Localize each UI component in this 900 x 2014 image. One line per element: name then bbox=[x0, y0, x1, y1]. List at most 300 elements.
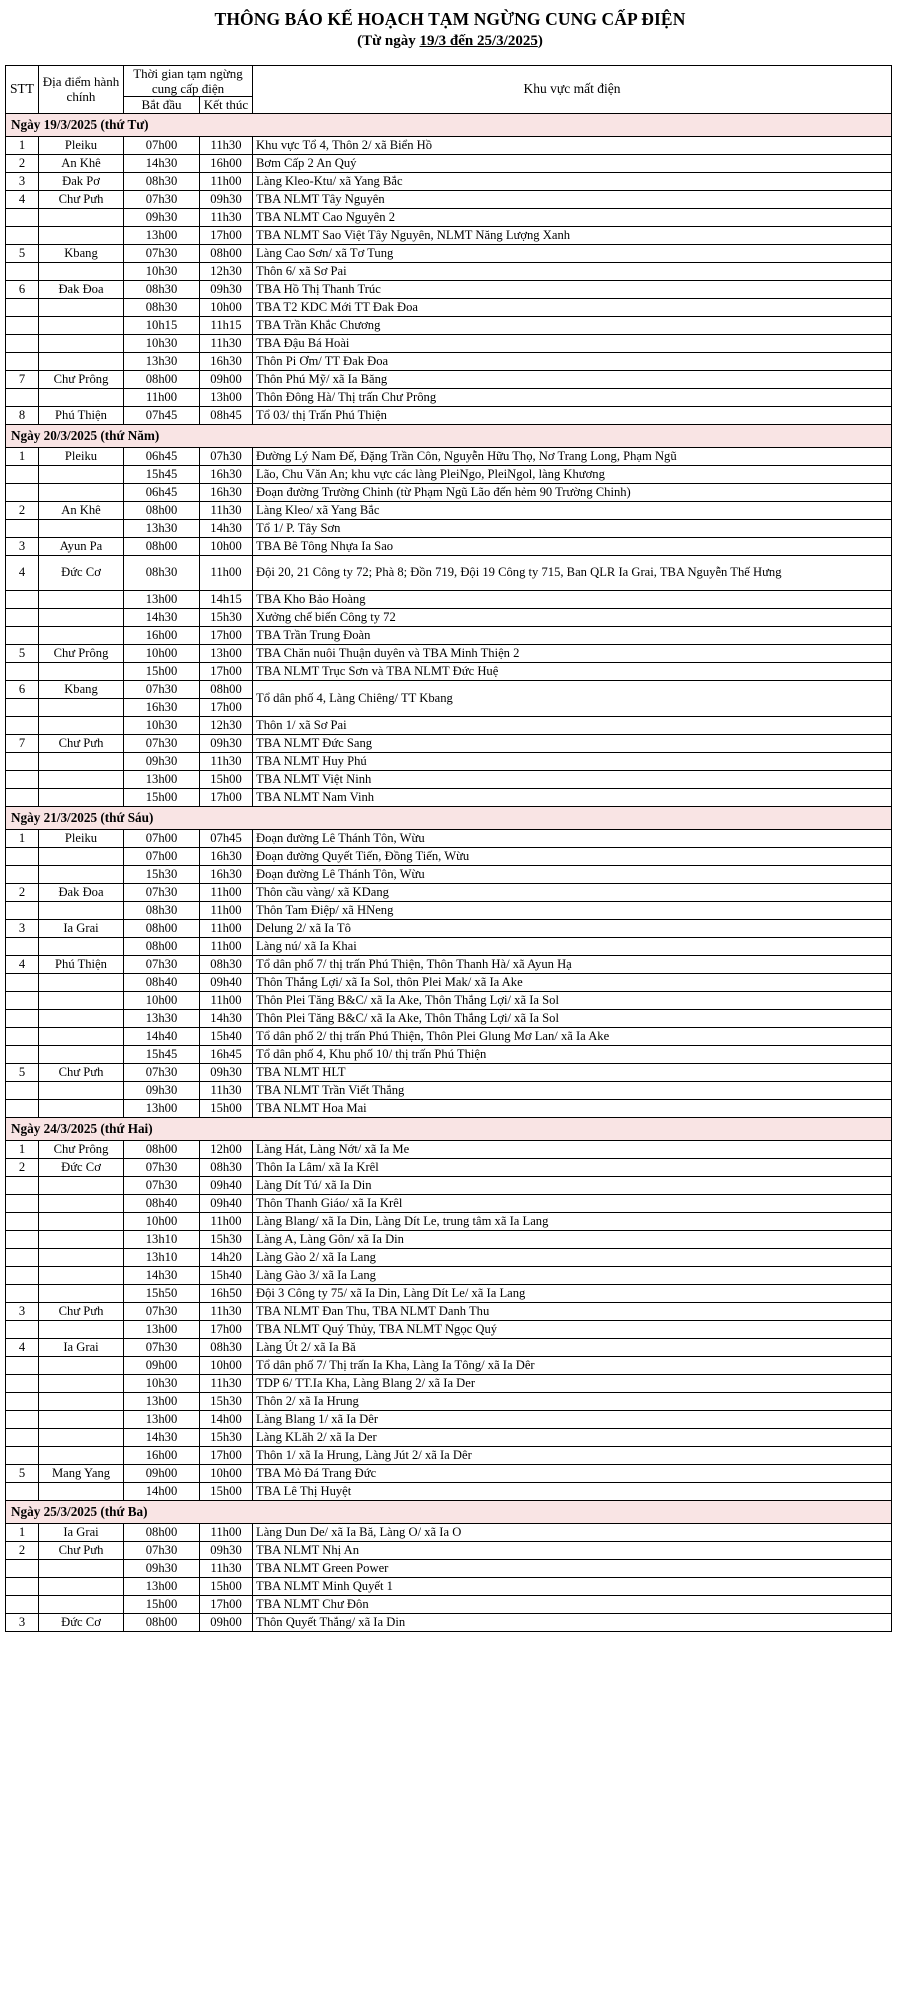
cell-start: 08h30 bbox=[124, 172, 200, 190]
table-row bbox=[6, 298, 892, 316]
cell-loc: Đức Cơ bbox=[39, 1158, 124, 1176]
cell-end: 09h30 bbox=[200, 190, 253, 208]
cell-area: TBA Bê Tông Nhựa Ia Sao bbox=[253, 537, 892, 555]
cell-start: 09h30 bbox=[124, 752, 200, 770]
table-row bbox=[6, 334, 892, 352]
cell-area: Làng nú/ xã Ia Khai bbox=[253, 937, 892, 955]
cell-stt: 1 bbox=[6, 447, 39, 465]
cell-area: Làng Hát, Làng Nớt/ xã Ia Me bbox=[253, 1140, 892, 1158]
cell-loc: Phú Thiện bbox=[39, 955, 124, 973]
cell-loc: Kbang bbox=[39, 244, 124, 262]
cell-stt bbox=[6, 1392, 39, 1410]
cell-stt bbox=[6, 352, 39, 370]
cell-stt bbox=[6, 865, 39, 883]
cell-stt bbox=[6, 1266, 39, 1284]
cell-area: Làng A, Làng Gôn/ xã Ia Din bbox=[253, 1230, 892, 1248]
section-date-label: Ngày 24/3/2025 (thứ Hai) bbox=[6, 1117, 892, 1140]
cell-loc bbox=[39, 1194, 124, 1212]
table-row bbox=[6, 770, 892, 788]
col-header-stt: STT bbox=[6, 65, 39, 113]
cell-end: 07h30 bbox=[200, 447, 253, 465]
table-row bbox=[6, 1266, 892, 1284]
cell-area: Thôn 6/ xã Sơ Pai bbox=[253, 262, 892, 280]
subtitle-prefix: (Từ ngày bbox=[357, 32, 420, 49]
cell-area: Đoạn đường Lê Thánh Tôn, Wừu bbox=[253, 829, 892, 847]
cell-stt bbox=[6, 1374, 39, 1392]
table-row bbox=[6, 1248, 892, 1266]
cell-loc bbox=[39, 519, 124, 537]
cell-loc: Chư Pưh bbox=[39, 734, 124, 752]
table-row bbox=[6, 1230, 892, 1248]
cell-start: 07h00 bbox=[124, 829, 200, 847]
cell-loc: Phú Thiện bbox=[39, 406, 124, 424]
cell-area: Lão, Chu Văn An; khu vực các làng PleiNgo, PleiNgol, làng Khương bbox=[253, 465, 892, 483]
cell-start: 10h00 bbox=[124, 644, 200, 662]
table-row bbox=[6, 447, 892, 465]
cell-end: 11h00 bbox=[200, 883, 253, 901]
subtitle-date-range: 19/3 đến 25/3/2025 bbox=[419, 32, 538, 49]
cell-end: 11h30 bbox=[200, 1081, 253, 1099]
cell-loc bbox=[39, 1595, 124, 1613]
cell-start: 08h00 bbox=[124, 919, 200, 937]
cell-stt bbox=[6, 1595, 39, 1613]
cell-start: 13h00 bbox=[124, 226, 200, 244]
cell-end: 12h30 bbox=[200, 716, 253, 734]
table-row bbox=[6, 1338, 892, 1356]
header-row-1 bbox=[6, 65, 892, 97]
cell-end: 15h30 bbox=[200, 1428, 253, 1446]
cell-end: 11h30 bbox=[200, 1559, 253, 1577]
cell-loc bbox=[39, 865, 124, 883]
table-row bbox=[6, 590, 892, 608]
table-row bbox=[6, 608, 892, 626]
cell-loc bbox=[39, 1027, 124, 1045]
cell-stt: 4 bbox=[6, 555, 39, 590]
cell-loc bbox=[39, 1009, 124, 1027]
cell-area: Tổ 1/ P. Tây Sơn bbox=[253, 519, 892, 537]
cell-end: 13h00 bbox=[200, 388, 253, 406]
table-row bbox=[6, 644, 892, 662]
cell-area: TBA Lê Thị Huyệt bbox=[253, 1482, 892, 1500]
cell-stt bbox=[6, 1428, 39, 1446]
cell-stt bbox=[6, 662, 39, 680]
table-row bbox=[6, 937, 892, 955]
cell-end: 14h00 bbox=[200, 1410, 253, 1428]
cell-start: 07h30 bbox=[124, 1338, 200, 1356]
cell-loc bbox=[39, 1428, 124, 1446]
cell-area: TBA NLMT Nhị An bbox=[253, 1541, 892, 1559]
cell-stt: 2 bbox=[6, 1158, 39, 1176]
cell-loc bbox=[39, 698, 124, 716]
cell-loc: Đak Đoa bbox=[39, 883, 124, 901]
cell-end: 11h15 bbox=[200, 316, 253, 334]
cell-start: 07h45 bbox=[124, 406, 200, 424]
table-row bbox=[6, 1176, 892, 1194]
cell-loc: Pleiku bbox=[39, 136, 124, 154]
cell-start: 16h30 bbox=[124, 698, 200, 716]
cell-start: 07h00 bbox=[124, 847, 200, 865]
cell-start: 09h30 bbox=[124, 1081, 200, 1099]
cell-area: TBA Mỏ Đá Trang Đức bbox=[253, 1464, 892, 1482]
cell-loc: Ia Grai bbox=[39, 1338, 124, 1356]
cell-area: TBA NLMT Trục Sơn và TBA NLMT Đức Huệ bbox=[253, 662, 892, 680]
cell-stt bbox=[6, 1356, 39, 1374]
cell-start: 15h45 bbox=[124, 465, 200, 483]
cell-stt bbox=[6, 316, 39, 334]
cell-stt: 7 bbox=[6, 370, 39, 388]
cell-end: 10h00 bbox=[200, 1464, 253, 1482]
cell-stt bbox=[6, 770, 39, 788]
cell-stt: 5 bbox=[6, 1063, 39, 1081]
outage-schedule-table bbox=[5, 65, 892, 1632]
cell-end: 16h30 bbox=[200, 847, 253, 865]
cell-area: Thôn Tam Điệp/ xã HNeng bbox=[253, 901, 892, 919]
cell-start: 15h30 bbox=[124, 865, 200, 883]
cell-area: Tổ dân phố 4, Khu phố 10/ thị trấn Phú Thiện bbox=[253, 1045, 892, 1063]
table-row bbox=[6, 752, 892, 770]
cell-area: Thôn 1/ xã Ia Hrung, Làng Jút 2/ xã Ia Dêr bbox=[253, 1446, 892, 1464]
cell-stt bbox=[6, 626, 39, 644]
cell-area: Thôn cầu vàng/ xã KDang bbox=[253, 883, 892, 901]
table-row bbox=[6, 1595, 892, 1613]
cell-stt: 5 bbox=[6, 1464, 39, 1482]
cell-start: 10h30 bbox=[124, 716, 200, 734]
cell-end: 15h00 bbox=[200, 1099, 253, 1117]
table-row bbox=[6, 537, 892, 555]
cell-stt bbox=[6, 847, 39, 865]
col-header-location: Địa điểm hành chính bbox=[39, 65, 124, 113]
cell-loc bbox=[39, 316, 124, 334]
table-row bbox=[6, 1063, 892, 1081]
cell-area: Đoạn đường Quyết Tiến, Đồng Tiến, Wừu bbox=[253, 847, 892, 865]
section-header-row bbox=[6, 424, 892, 447]
cell-end: 16h50 bbox=[200, 1284, 253, 1302]
cell-end: 10h00 bbox=[200, 298, 253, 316]
table-row bbox=[6, 1464, 892, 1482]
cell-start: 08h30 bbox=[124, 298, 200, 316]
page-title: THÔNG BÁO KẾ HOẠCH TẠM NGỪNG CUNG CẤP ĐIỆN bbox=[214, 9, 686, 29]
cell-stt: 8 bbox=[6, 406, 39, 424]
cell-start: 07h30 bbox=[124, 680, 200, 698]
cell-start: 14h30 bbox=[124, 154, 200, 172]
cell-loc: An Khê bbox=[39, 154, 124, 172]
cell-end: 08h45 bbox=[200, 406, 253, 424]
cell-start: 13h30 bbox=[124, 352, 200, 370]
cell-start: 13h30 bbox=[124, 519, 200, 537]
cell-end: 11h30 bbox=[200, 752, 253, 770]
cell-start: 13h00 bbox=[124, 590, 200, 608]
cell-loc bbox=[39, 1320, 124, 1338]
table-row bbox=[6, 1356, 892, 1374]
table-row bbox=[6, 136, 892, 154]
cell-area: TBA NLMT Green Power bbox=[253, 1559, 892, 1577]
table-row bbox=[6, 406, 892, 424]
cell-end: 12h30 bbox=[200, 262, 253, 280]
cell-loc bbox=[39, 1577, 124, 1595]
cell-end: 08h00 bbox=[200, 680, 253, 698]
cell-end: 11h00 bbox=[200, 991, 253, 1009]
cell-stt: 7 bbox=[6, 734, 39, 752]
cell-start: 08h00 bbox=[124, 937, 200, 955]
cell-start: 07h30 bbox=[124, 1158, 200, 1176]
cell-area: Thôn 2/ xã Ia Hrung bbox=[253, 1392, 892, 1410]
section-date-label: Ngày 20/3/2025 (thứ Năm) bbox=[6, 424, 892, 447]
table-row bbox=[6, 734, 892, 752]
table-row bbox=[6, 1194, 892, 1212]
table-row bbox=[6, 316, 892, 334]
table-row bbox=[6, 388, 892, 406]
cell-end: 13h00 bbox=[200, 644, 253, 662]
cell-start: 07h30 bbox=[124, 955, 200, 973]
cell-area: Thôn Plei Tăng B&C/ xã Ia Ake, Thôn Thắng Lợi/ xã Ia Sol bbox=[253, 991, 892, 1009]
cell-start: 10h15 bbox=[124, 316, 200, 334]
cell-loc bbox=[39, 1248, 124, 1266]
cell-loc bbox=[39, 1099, 124, 1117]
cell-end: 08h30 bbox=[200, 955, 253, 973]
cell-area: TBA NLMT Minh Quyết 1 bbox=[253, 1577, 892, 1595]
cell-area: Làng Gào 2/ xã Ia Lang bbox=[253, 1248, 892, 1266]
section-header-row bbox=[6, 1117, 892, 1140]
cell-area: TBA NLMT Việt Ninh bbox=[253, 770, 892, 788]
cell-area: TBA Kho Bảo Hoàng bbox=[253, 590, 892, 608]
cell-end: 15h00 bbox=[200, 770, 253, 788]
cell-area: TBA NLMT Huy Phú bbox=[253, 752, 892, 770]
cell-start: 10h30 bbox=[124, 262, 200, 280]
cell-start: 13h00 bbox=[124, 770, 200, 788]
cell-stt: 3 bbox=[6, 537, 39, 555]
cell-start: 13h10 bbox=[124, 1248, 200, 1266]
cell-end: 15h00 bbox=[200, 1577, 253, 1595]
cell-stt: 2 bbox=[6, 501, 39, 519]
cell-start: 08h40 bbox=[124, 1194, 200, 1212]
table-row bbox=[6, 788, 892, 806]
cell-start: 14h40 bbox=[124, 1027, 200, 1045]
cell-start: 08h00 bbox=[124, 501, 200, 519]
cell-loc: Chư Pưh bbox=[39, 1302, 124, 1320]
table-row bbox=[6, 465, 892, 483]
cell-start: 15h00 bbox=[124, 788, 200, 806]
cell-loc bbox=[39, 847, 124, 865]
cell-start: 09h00 bbox=[124, 1464, 200, 1482]
cell-loc bbox=[39, 1356, 124, 1374]
cell-end: 17h00 bbox=[200, 788, 253, 806]
cell-end: 08h30 bbox=[200, 1338, 253, 1356]
cell-end: 14h20 bbox=[200, 1248, 253, 1266]
page-subtitle bbox=[0, 31, 900, 53]
cell-stt: 2 bbox=[6, 883, 39, 901]
cell-end: 16h30 bbox=[200, 465, 253, 483]
table-row bbox=[6, 973, 892, 991]
cell-end: 15h30 bbox=[200, 608, 253, 626]
cell-area: Làng Blang 1/ xã Ia Dêr bbox=[253, 1410, 892, 1428]
cell-area: TBA NLMT Trần Viết Thắng bbox=[253, 1081, 892, 1099]
table-row bbox=[6, 1374, 892, 1392]
cell-end: 11h00 bbox=[200, 937, 253, 955]
cell-stt: 1 bbox=[6, 136, 39, 154]
cell-end: 09h30 bbox=[200, 1063, 253, 1081]
cell-loc: Pleiku bbox=[39, 829, 124, 847]
cell-end: 09h30 bbox=[200, 1541, 253, 1559]
cell-start: 14h00 bbox=[124, 1482, 200, 1500]
table-row bbox=[6, 1099, 892, 1117]
cell-stt: 3 bbox=[6, 172, 39, 190]
cell-loc: Ia Grai bbox=[39, 1523, 124, 1541]
cell-end: 11h00 bbox=[200, 555, 253, 590]
cell-start: 06h45 bbox=[124, 447, 200, 465]
cell-start: 15h45 bbox=[124, 1045, 200, 1063]
cell-stt bbox=[6, 788, 39, 806]
cell-stt bbox=[6, 991, 39, 1009]
cell-start: 16h00 bbox=[124, 1446, 200, 1464]
cell-stt: 3 bbox=[6, 919, 39, 937]
cell-stt bbox=[6, 1410, 39, 1428]
cell-stt: 1 bbox=[6, 1523, 39, 1541]
cell-loc bbox=[39, 1212, 124, 1230]
subtitle-suffix: ) bbox=[537, 32, 543, 49]
cell-end: 17h00 bbox=[200, 1320, 253, 1338]
table-row bbox=[6, 154, 892, 172]
cell-stt bbox=[6, 1577, 39, 1595]
cell-stt bbox=[6, 1284, 39, 1302]
cell-start: 09h00 bbox=[124, 1356, 200, 1374]
cell-end: 14h30 bbox=[200, 1009, 253, 1027]
cell-loc: Ia Grai bbox=[39, 919, 124, 937]
cell-start: 13h00 bbox=[124, 1577, 200, 1595]
cell-area: Đội 20, 21 Công ty 72; Phà 8; Đồn 719, Đội 19 Công ty 715, Ban QLR Ia Grai, TBA Nguyễn Thế Hưng bbox=[253, 555, 892, 590]
table-row bbox=[6, 883, 892, 901]
cell-stt: 4 bbox=[6, 955, 39, 973]
table-row bbox=[6, 519, 892, 537]
cell-area: Làng Gào 3/ xã Ia Lang bbox=[253, 1266, 892, 1284]
cell-loc bbox=[39, 1446, 124, 1464]
cell-loc bbox=[39, 937, 124, 955]
cell-loc: Ayun Pa bbox=[39, 537, 124, 555]
cell-stt bbox=[6, 1482, 39, 1500]
table-row bbox=[6, 829, 892, 847]
cell-loc bbox=[39, 334, 124, 352]
table-row bbox=[6, 501, 892, 519]
cell-end: 15h30 bbox=[200, 1392, 253, 1410]
cell-loc bbox=[39, 226, 124, 244]
cell-stt bbox=[6, 698, 39, 716]
cell-stt bbox=[6, 226, 39, 244]
table-row bbox=[6, 172, 892, 190]
cell-end: 11h00 bbox=[200, 919, 253, 937]
cell-loc: Chư Pưh bbox=[39, 1063, 124, 1081]
cell-area: TBA Chăn nuôi Thuận duyên và TBA Minh Thiện 2 bbox=[253, 644, 892, 662]
cell-area: TBA NLMT Đan Thu, TBA NLMT Danh Thu bbox=[253, 1302, 892, 1320]
cell-start: 07h30 bbox=[124, 1541, 200, 1559]
cell-loc bbox=[39, 1284, 124, 1302]
cell-start: 09h30 bbox=[124, 1559, 200, 1577]
cell-loc: Đức Cơ bbox=[39, 1613, 124, 1631]
table-row bbox=[6, 1045, 892, 1063]
section-header-row bbox=[6, 113, 892, 136]
cell-loc bbox=[39, 465, 124, 483]
cell-loc bbox=[39, 483, 124, 501]
table-row bbox=[6, 1140, 892, 1158]
cell-start: 07h30 bbox=[124, 244, 200, 262]
cell-area: Thôn Ia Lâm/ xã Ia Krêl bbox=[253, 1158, 892, 1176]
table-row bbox=[6, 352, 892, 370]
cell-end: 17h00 bbox=[200, 698, 253, 716]
cell-loc bbox=[39, 1410, 124, 1428]
cell-area: Đội 3 Công ty 75/ xã Ia Din, Làng Dít Le/ xã Ia Lang bbox=[253, 1284, 892, 1302]
cell-end: 11h30 bbox=[200, 1302, 253, 1320]
cell-area: Làng KLăh 2/ xã Ia Der bbox=[253, 1428, 892, 1446]
cell-start: 16h00 bbox=[124, 626, 200, 644]
cell-area: TBA Đậu Bá Hoài bbox=[253, 334, 892, 352]
cell-start: 08h40 bbox=[124, 973, 200, 991]
cell-end: 15h00 bbox=[200, 1482, 253, 1500]
cell-stt bbox=[6, 716, 39, 734]
table-row bbox=[6, 1613, 892, 1631]
cell-loc: Đak Đoa bbox=[39, 280, 124, 298]
cell-stt bbox=[6, 1248, 39, 1266]
col-header-start: Bắt đầu bbox=[124, 97, 200, 113]
cell-area: Làng Cao Sơn/ xã Tơ Tung bbox=[253, 244, 892, 262]
cell-area: Thôn Thắng Lợi/ xã Ia Sol, thôn Plei Mak/ xã Ia Ake bbox=[253, 973, 892, 991]
table-row bbox=[6, 901, 892, 919]
cell-start: 08h00 bbox=[124, 370, 200, 388]
cell-stt bbox=[6, 901, 39, 919]
cell-stt bbox=[6, 1045, 39, 1063]
cell-stt: 1 bbox=[6, 829, 39, 847]
cell-loc bbox=[39, 388, 124, 406]
cell-start: 13h30 bbox=[124, 1009, 200, 1027]
cell-area: Tổ dân phố 7/ Thị trấn Ia Kha, Làng Ia Tông/ xã Ia Dêr bbox=[253, 1356, 892, 1374]
cell-loc bbox=[39, 1045, 124, 1063]
cell-end: 09h00 bbox=[200, 1613, 253, 1631]
cell-end: 11h30 bbox=[200, 208, 253, 226]
cell-area: Thôn Plei Tăng B&C/ xã Ia Ake, Thôn Thắng Lợi/ xã Ia Sol bbox=[253, 1009, 892, 1027]
cell-stt bbox=[6, 519, 39, 537]
cell-end: 11h30 bbox=[200, 501, 253, 519]
cell-loc: Pleiku bbox=[39, 447, 124, 465]
table-row bbox=[6, 716, 892, 734]
cell-start: 08h00 bbox=[124, 537, 200, 555]
table-row bbox=[6, 1446, 892, 1464]
cell-start: 07h00 bbox=[124, 136, 200, 154]
cell-end: 17h00 bbox=[200, 226, 253, 244]
cell-loc bbox=[39, 608, 124, 626]
cell-end: 07h45 bbox=[200, 829, 253, 847]
cell-loc bbox=[39, 716, 124, 734]
cell-loc: Chư Prông bbox=[39, 370, 124, 388]
cell-stt bbox=[6, 1099, 39, 1117]
cell-end: 08h00 bbox=[200, 244, 253, 262]
table-row bbox=[6, 370, 892, 388]
cell-stt bbox=[6, 937, 39, 955]
cell-stt bbox=[6, 208, 39, 226]
cell-end: 15h30 bbox=[200, 1230, 253, 1248]
table-row bbox=[6, 1482, 892, 1500]
cell-stt bbox=[6, 1027, 39, 1045]
cell-area: TBA NLMT Quý Thủy, TBA NLMT Ngọc Quý bbox=[253, 1320, 892, 1338]
cell-loc: Mang Yang bbox=[39, 1464, 124, 1482]
cell-end: 16h30 bbox=[200, 483, 253, 501]
cell-stt: 5 bbox=[6, 244, 39, 262]
cell-loc: An Khê bbox=[39, 501, 124, 519]
cell-end: 11h00 bbox=[200, 1212, 253, 1230]
cell-area: TDP 6/ TT.Ia Kha, Làng Blang 2/ xã Ia Der bbox=[253, 1374, 892, 1392]
cell-area: TBA Trần Trung Đoàn bbox=[253, 626, 892, 644]
cell-stt bbox=[6, 1176, 39, 1194]
cell-loc bbox=[39, 1230, 124, 1248]
cell-area: Làng Dít Tú/ xã Ia Din bbox=[253, 1176, 892, 1194]
cell-stt bbox=[6, 1559, 39, 1577]
cell-start: 13h00 bbox=[124, 1099, 200, 1117]
